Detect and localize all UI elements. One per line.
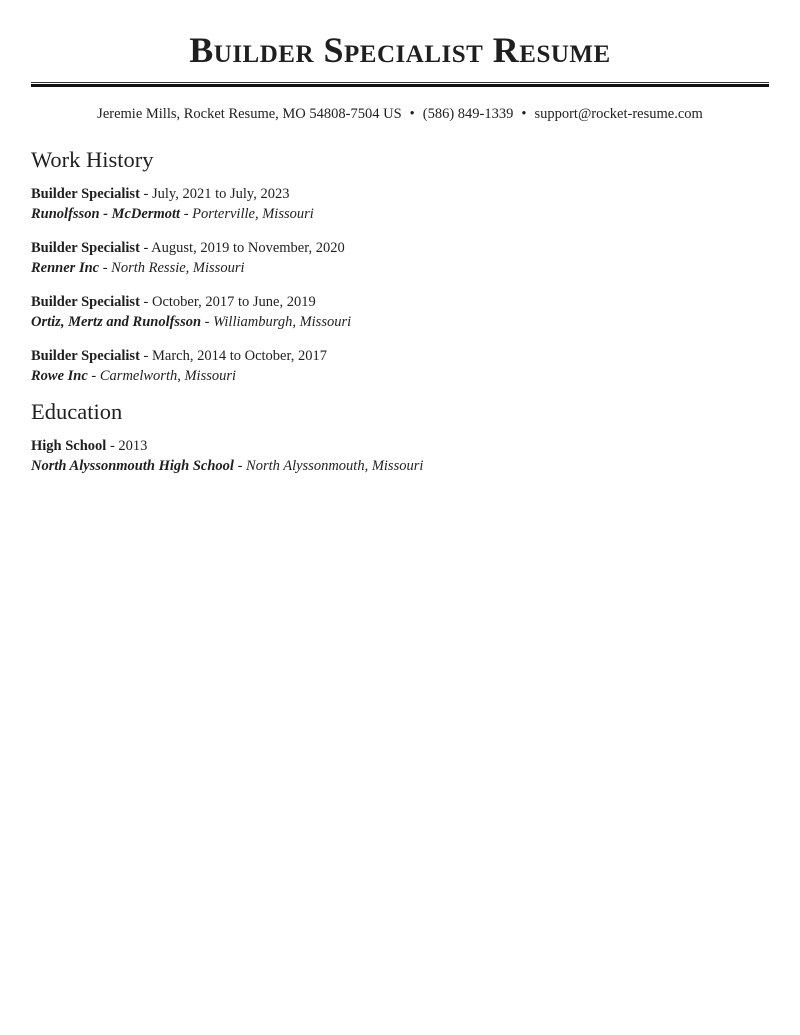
job-title: Builder Specialist bbox=[31, 240, 140, 256]
job-dates: - October, 2017 to June, 2019 bbox=[139, 294, 316, 310]
job-dates: - July, 2021 to July, 2023 bbox=[139, 186, 290, 202]
job-title: Builder Specialist bbox=[31, 186, 140, 202]
work-entry bbox=[31, 292, 769, 332]
job-title: Builder Specialist bbox=[31, 348, 140, 364]
degree-name: High School bbox=[31, 438, 107, 454]
contact-line bbox=[31, 104, 769, 124]
job-dates: - August, 2019 to November, 2020 bbox=[139, 240, 345, 256]
work-history-heading: Work History bbox=[31, 147, 154, 172]
contact-address: Jeremie Mills, Rocket Resume, MO 54808-7504 US bbox=[97, 106, 402, 122]
company-name: Runolfsson - McDermott bbox=[31, 206, 181, 222]
company-name: Ortiz, Mertz and Runolfsson bbox=[31, 314, 202, 330]
work-entry bbox=[31, 184, 769, 224]
work-entry bbox=[31, 238, 769, 278]
contact-phone: (586) 849-1339 bbox=[422, 106, 514, 122]
contact-separator: • bbox=[409, 106, 415, 122]
graduation-year: - 2013 bbox=[106, 438, 148, 454]
work-entry bbox=[31, 346, 769, 386]
company-location: - Carmelworth, Missouri bbox=[87, 368, 237, 384]
job-dates: - March, 2014 to October, 2017 bbox=[139, 348, 327, 364]
company-location: - Porterville, Missouri bbox=[180, 206, 314, 222]
school-location: - North Alyssonmouth, Missouri bbox=[233, 458, 424, 474]
education-heading: Education bbox=[31, 399, 123, 424]
school-name: North Alyssonmouth High School bbox=[31, 458, 234, 474]
contact-email: support@rocket-resume.com bbox=[534, 106, 703, 122]
contact-separator: • bbox=[521, 106, 527, 122]
company-location: - North Ressie, Missouri bbox=[99, 260, 245, 276]
company-name: Rowe Inc bbox=[31, 368, 88, 384]
education-entry bbox=[31, 436, 769, 476]
resume-title: Builder Specialist Resume bbox=[189, 30, 611, 70]
company-name: Renner Inc bbox=[31, 260, 100, 276]
company-location: - Williamburgh, Missouri bbox=[201, 314, 352, 330]
title-divider bbox=[31, 82, 769, 87]
job-title: Builder Specialist bbox=[31, 294, 140, 310]
